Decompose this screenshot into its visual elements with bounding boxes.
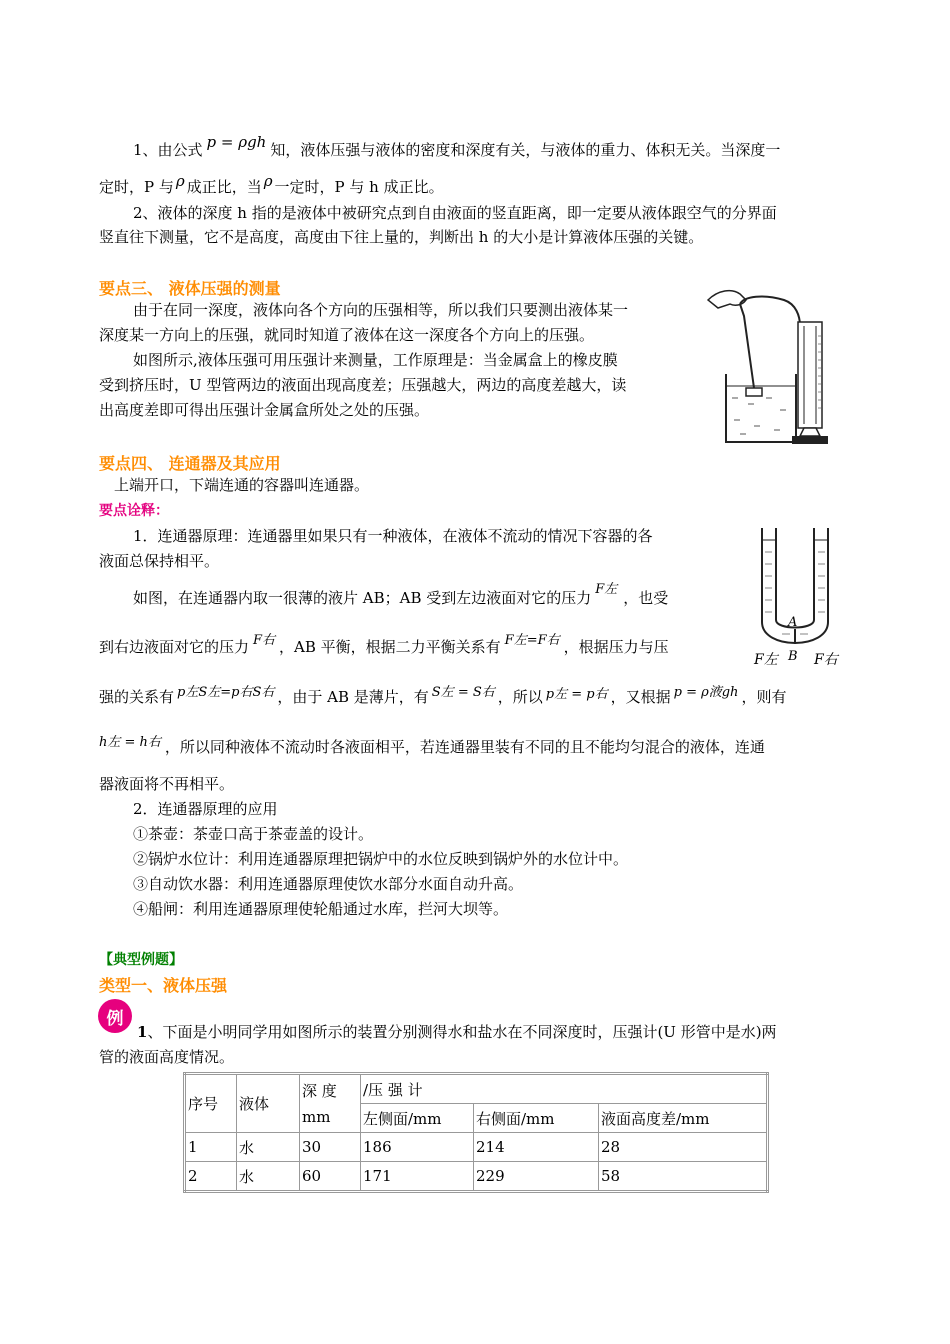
cell-depth: 60 <box>300 1162 361 1192</box>
height-equality-formula: h左 = h右 <box>99 735 161 750</box>
example-badge-icon: 例 <box>98 999 132 1033</box>
header-left-side: 左侧面/mm <box>361 1104 474 1133</box>
question1-line2: 管的液面高度情况。 <box>99 1048 235 1066</box>
header-depth-unit: mm <box>302 1107 331 1126</box>
section3-line2: 深度某一方向上的压强，就同时知道了液体在这一深度各个方向上的压强。 <box>99 326 595 344</box>
section4-p2-text-a: 如图，在连通器内取一很薄的液片 AB；AB 受到左边液面对它的压力 <box>133 589 592 607</box>
table-row <box>185 1133 768 1162</box>
section4-p4-text-b: ，由于 AB 是薄片，有 <box>277 688 429 706</box>
formula-p-rho-g-h: p = ρgh <box>206 133 267 151</box>
header-depth <box>300 1074 361 1133</box>
section4-p2-text-b: ，也受 <box>623 589 669 607</box>
header-gauge: /压 强 计 <box>361 1074 768 1104</box>
label-a: A <box>788 615 798 630</box>
cell-right: 229 <box>474 1162 599 1192</box>
para2-line1: 2、液体的深度 h 指的是液体中被研究点到自由液面的竖直距离，即一定要从液体跟空气的分界面 <box>133 204 777 222</box>
label-b: B <box>788 649 798 664</box>
pressure-gauge-figure <box>704 286 836 448</box>
pressure-area-formula: p左S左=p右S右 <box>177 685 275 700</box>
cell-left: 171 <box>361 1162 474 1192</box>
note-title: 要点诠释： <box>99 503 169 519</box>
cell-liquid: 水 <box>237 1133 300 1162</box>
f-right-symbol: F右 <box>253 633 276 648</box>
section4-p3-line <box>99 633 669 659</box>
pressure-data-table <box>183 1072 769 1193</box>
examples-header: 【典型例题】 <box>99 952 183 968</box>
cell-right: 214 <box>474 1133 599 1162</box>
header-depth-label: 深 度 <box>302 1081 337 1100</box>
section3-line5: 出高度差即可得出压强计金属盒所处之处的压强。 <box>99 401 430 419</box>
para1-text-a: 1、由公式 <box>133 141 203 159</box>
section3-line3: 如图所示,液体压强可用压强计来测量，工作原理是：当金属盒上的橡皮膜 <box>133 351 618 369</box>
section4-p1-line2: 液面总保持相平。 <box>99 552 220 570</box>
question1-text: 、下面是小明同学用如图所示的装置分别测得水和盐水在不同深度时，压强计(U 形管中是水)两 <box>147 1023 777 1041</box>
table-header-row <box>185 1074 768 1104</box>
section3-line4: 受到挤压时，U 型管两边的液面出现高度差；压强越大，两边的高度差越大，读 <box>99 376 627 394</box>
question1-number: 1 <box>137 1023 148 1041</box>
rho-symbol: ρ <box>175 172 185 190</box>
para1-text-b: 知，液体压强与液体的密度和深度有关，与液体的重力、体积无关。当深度一 <box>270 141 781 159</box>
header-right-side: 右侧面/mm <box>474 1104 599 1133</box>
para1-text-d: 成正比，当 <box>186 178 262 196</box>
liquid-pressure-formula: p = ρ液gh <box>673 685 739 700</box>
table-row <box>185 1162 768 1192</box>
u-tube-figure <box>752 526 842 672</box>
pressure-equality-formula: p左 = p右 <box>545 687 608 702</box>
section4-p4-text-e: ，则有 <box>741 688 787 706</box>
section4-p4-text-c: ，所以 <box>497 688 543 706</box>
para1-text-c: 定时，P 与 <box>99 178 174 196</box>
para2-line2: 竖直往下测量，它不是高度，高度由下往上量的，判断出 h 的大小是计算液体压强的关键。 <box>99 228 704 246</box>
area-equality-formula: S左 = S右 <box>431 685 495 700</box>
rho-symbol: ρ <box>263 172 273 190</box>
section4-p4-text-d: ，又根据 <box>610 688 671 706</box>
f-left-symbol: F左 <box>595 582 618 597</box>
header-liquid: 液体 <box>237 1074 300 1133</box>
cell-left: 186 <box>361 1133 474 1162</box>
app-item-3: ③自动饮水器：利用连通器原理使饮水部分水面自动升高。 <box>133 875 524 893</box>
cell-seq: 1 <box>185 1133 237 1162</box>
section4-p3-text-b: ，AB 平衡，根据二力平衡关系有 <box>279 638 501 656</box>
section4-p5-text: ，所以同种液体不流动时各液面相平，若连通器里装有不同的且不能均匀混合的液体，连通 <box>164 738 765 756</box>
app-item-1: ①茶壶：茶壶口高于茶壶盖的设计。 <box>133 825 374 843</box>
section4-p5-line <box>99 737 765 759</box>
cell-seq: 2 <box>185 1162 237 1192</box>
section4-title: 要点四、 连通器及其应用 <box>99 454 281 473</box>
para1-line1 <box>133 133 781 160</box>
para1-text-e: 一定时，P 与 h 成正比。 <box>274 178 444 196</box>
cell-liquid: 水 <box>237 1162 300 1192</box>
app-item-4: ④船闸：利用连通器原理使轮船通过水库，拦河大坝等。 <box>133 900 509 918</box>
para1-line2 <box>99 172 444 197</box>
section4-p1-line1: 1．连通器原理：连通器里如果只有一种液体，在液体不流动的情况下容器的各 <box>133 527 653 545</box>
cell-diff: 28 <box>599 1133 768 1162</box>
section3-title: 要点三、 液体压强的测量 <box>99 279 281 298</box>
section3-line1: 由于在同一深度，液体向各个方向的压强相等，所以我们只要测出液体某一 <box>133 301 629 319</box>
section4-p2-line <box>133 582 669 610</box>
section4-p6-line: 器液面将不再相平。 <box>99 775 235 793</box>
section4-p4-line <box>99 687 786 709</box>
section4-p4-text-a: 强的关系有 <box>99 688 175 706</box>
cell-depth: 30 <box>300 1133 361 1162</box>
section4-p3-text-a: 到右边液面对它的压力 <box>99 638 250 656</box>
header-seq: 序号 <box>185 1074 237 1133</box>
force-equality-formula: F左=F右 <box>504 633 560 648</box>
cell-diff: 58 <box>599 1162 768 1192</box>
label-f-right: F右 <box>814 652 838 668</box>
type1-title: 类型一、液体压强 <box>99 976 228 995</box>
section4-p3-text-c: ，根据压力与压 <box>563 638 669 656</box>
section4-intro: 上端开口，下端连通的容器叫连通器。 <box>114 476 370 494</box>
header-height-diff: 液面高度差/mm <box>599 1104 768 1133</box>
app-title: 2．连通器原理的应用 <box>133 800 278 818</box>
app-item-2: ②锅炉水位计：利用连通器原理把锅炉中的水位反映到锅炉外的水位计中。 <box>133 850 629 868</box>
label-f-left: F左 <box>754 652 778 668</box>
question1-line1 <box>137 1022 777 1042</box>
